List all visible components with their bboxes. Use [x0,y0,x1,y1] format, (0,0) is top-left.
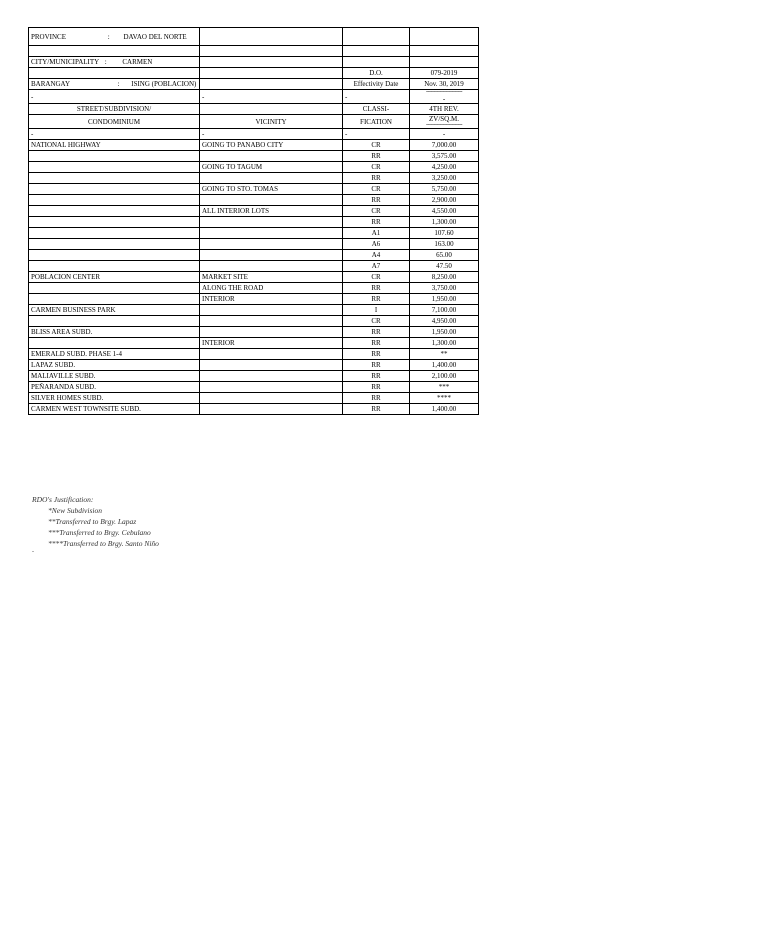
zonal-value-cell: 1,400.00 [410,404,479,415]
table-row [29,184,479,195]
dash-mark: - [442,95,446,103]
empty-cell [200,57,343,68]
street-header-line2: CONDOMINIUM [29,115,200,129]
classification-cell: CR [343,140,410,151]
classification-cell: A4 [343,250,410,261]
notes-title: RDO's Justification: [32,495,94,504]
table-row [29,294,479,305]
province-row [29,28,479,46]
table-row [29,195,479,206]
dash-cell: - [200,90,343,104]
street-cell: CARMEN BUSINESS PARK [29,305,200,316]
effectivity-value: Nov. 30, 2019 [410,79,479,90]
do-row [29,68,479,79]
note-item: ****Transferred to Brgy. Santo Niño [48,539,159,548]
street-cell: LAPAZ SUBD. [29,360,200,371]
zonal-value-cell: 1,950.00 [410,327,479,338]
table-row [29,162,479,173]
zonal-value-cell: 3,250.00 [410,173,479,184]
street-cell: CARMEN WEST TOWNSITE SUBD. [29,404,200,415]
vicinity-cell [200,316,343,327]
zonal-value-cell: 1,400.00 [410,360,479,371]
street-cell: EMERALD SUBD. PHASE 1-4 [29,349,200,360]
vicinity-cell [200,371,343,382]
street-cell: NATIONAL HIGHWAY [29,140,200,151]
dash-cell: - [200,129,343,140]
table-row [29,206,479,217]
table-row [29,283,479,294]
vicinity-cell [200,393,343,404]
classification-cell: RR [343,349,410,360]
empty-cell [410,57,479,68]
note-item: **Transferred to Brgy. Lapaz [48,517,137,526]
zonal-value-cell: 7,000.00 [410,140,479,151]
vicinity-cell [200,404,343,415]
street-cell [29,217,200,228]
classification-cell: CR [343,316,410,327]
vicinity-header: VICINITY [200,115,343,129]
barangay-colon: : [117,80,120,88]
dash-rule: ------------------------ [426,89,462,95]
vicinity-cell [200,250,343,261]
empty-cell [200,79,343,90]
dash-cell [410,90,479,104]
vicinity-cell [200,173,343,184]
classification-cell: CR [343,272,410,283]
street-header-line1: STREET/SUBDIVISION/ [29,104,200,115]
empty-cell [200,68,343,79]
barangay-cell [29,79,200,90]
dash-cell: - [29,90,200,104]
vicinity-cell [200,382,343,393]
table-row [29,327,479,338]
zonal-value-cell: *** [410,382,479,393]
table-row [29,305,479,316]
empty-cell [200,28,343,46]
city-label: CITY/MUNICIPALITY [31,58,99,66]
classification-cell: RR [343,338,410,349]
zv-header [410,115,479,129]
zonal-value-cell: 3,750.00 [410,283,479,294]
street-cell [29,250,200,261]
zonal-value-cell: 47.50 [410,261,479,272]
province-value: DAVAO DEL NORTE [123,32,187,41]
rev-header: 4TH REV. [410,104,479,115]
classification-cell: RR [343,283,410,294]
zonal-value-cell: 2,900.00 [410,195,479,206]
do-label: D.O. [343,68,410,79]
classification-cell: RR [343,382,410,393]
zonal-value-cell: 4,250.00 [410,162,479,173]
dash-rule: ------------------------ [426,122,462,128]
vicinity-cell: INTERIOR [200,338,343,349]
table-row [29,349,479,360]
zonal-value-cell: ** [410,349,479,360]
classification-cell: RR [343,393,410,404]
zonal-value-cell: 3,575.00 [410,151,479,162]
empty-cell [29,68,200,79]
vicinity-cell [200,195,343,206]
street-cell [29,162,200,173]
notes-tail: - [32,549,34,555]
vicinity-cell [200,360,343,371]
street-cell: SILVER HOMES SUBD. [29,393,200,404]
street-cell [29,228,200,239]
empty-cell [343,28,410,46]
empty-cell [410,46,479,57]
street-cell [29,151,200,162]
table-row [29,316,479,327]
zonal-value-cell: 4,950.00 [410,316,479,327]
table-row [29,173,479,184]
province-label: PROVINCE [31,32,67,41]
zonal-value-cell: 1,300.00 [410,217,479,228]
classification-cell: RR [343,173,410,184]
table-row [29,228,479,239]
table-row [29,393,479,404]
table-row [29,272,479,283]
empty-cell [200,46,343,57]
vicinity-cell: ALONG THE ROAD [200,283,343,294]
classification-cell: RR [343,195,410,206]
zonal-value-cell: 1,300.00 [410,338,479,349]
dash-cell: - [410,129,479,140]
province-cell [29,28,200,46]
street-cell [29,261,200,272]
vicinity-cell [200,349,343,360]
table-row [29,338,479,349]
empty-cell [29,46,200,57]
dash-cell: - [343,90,410,104]
table-row [29,239,479,250]
vicinity-cell [200,151,343,162]
street-cell: PEÑARANDA SUBD. [29,382,200,393]
street-cell: MALIAVILLE SUBD. [29,371,200,382]
column-header-row-1 [29,104,479,115]
empty-cell [410,28,479,46]
classification-cell: A1 [343,228,410,239]
vicinity-cell: GOING TO TAGUM [200,162,343,173]
street-cell [29,173,200,184]
classification-cell: CR [343,184,410,195]
vicinity-cell: INTERIOR [200,294,343,305]
street-cell [29,338,200,349]
city-value: CARMEN [122,58,153,66]
city-row [29,57,479,68]
vicinity-cell: GOING TO PANABO CITY [200,140,343,151]
classification-cell: RR [343,327,410,338]
city-colon: : [104,58,107,66]
empty-cell [343,57,410,68]
zonal-value-cell: 4,550.00 [410,206,479,217]
vicinity-cell [200,305,343,316]
dash-cell: - [343,129,410,140]
table-row [29,382,479,393]
classification-cell: CR [343,206,410,217]
classification-cell: RR [343,404,410,415]
province-colon: : [107,32,110,41]
column-header-row-2 [29,115,479,129]
street-cell [29,283,200,294]
vicinity-cell [200,327,343,338]
zonal-value-cell: 2,100.00 [410,371,479,382]
classification-cell: RR [343,294,410,305]
note-item: ***Transferred to Brgy. Cebulano [48,528,151,537]
street-cell [29,195,200,206]
table-row [29,217,479,228]
zonal-value-cell: 8,250.00 [410,272,479,283]
vicinity-cell: GOING TO STO. TOMAS [200,184,343,195]
classification-cell: A7 [343,261,410,272]
street-cell [29,316,200,327]
empty-cell [343,46,410,57]
zonal-value-table [28,27,479,415]
table-row [29,261,479,272]
class-header-line1: CLASSI- [343,104,410,115]
street-cell [29,294,200,305]
vicinity-cell [200,239,343,250]
table-row [29,404,479,415]
barangay-value: ISING (POBLACION) [131,80,197,88]
zv-header-text: ZV/SQ.M. [429,115,459,123]
classification-cell: RR [343,151,410,162]
zonal-value-cell: 1,950.00 [410,294,479,305]
zonal-value-cell: **** [410,393,479,404]
table-row [29,140,479,151]
rdo-justification-notes [32,494,159,555]
do-value: 079-2019 [410,68,479,79]
street-cell: POBLACION CENTER [29,272,200,283]
dash-cell: - [29,129,200,140]
table-row [29,371,479,382]
classification-cell: RR [343,360,410,371]
street-cell [29,239,200,250]
dash-row [29,129,479,140]
barangay-label: BARANGAY [31,80,70,88]
street-cell [29,206,200,217]
zonal-value-cell: 5,750.00 [410,184,479,195]
street-cell: BLISS AREA SUBD. [29,327,200,338]
vicinity-cell: MARKET SITE [200,272,343,283]
zonal-value-cell: 7,100.00 [410,305,479,316]
city-cell [29,57,200,68]
table-row [29,151,479,162]
table-row [29,250,479,261]
zonal-value-cell: 107.60 [410,228,479,239]
spacer-row [29,46,479,57]
dash-row [29,90,479,104]
empty-cell [200,104,343,115]
vicinity-cell [200,228,343,239]
classification-cell: A6 [343,239,410,250]
note-item: *New Subdivision [48,506,102,515]
table-row [29,360,479,371]
barangay-row [29,79,479,90]
street-cell [29,184,200,195]
zonal-value-cell: 65.00 [410,250,479,261]
classification-cell: RR [343,217,410,228]
vicinity-cell: ALL INTERIOR LOTS [200,206,343,217]
vicinity-cell [200,261,343,272]
classification-cell: I [343,305,410,316]
zonal-value-cell: 163.00 [410,239,479,250]
effectivity-label: Effectivity Date [343,79,410,90]
classification-cell: CR [343,162,410,173]
classification-cell: RR [343,371,410,382]
vicinity-cell [200,217,343,228]
class-header-line2: FICATION [343,115,410,129]
